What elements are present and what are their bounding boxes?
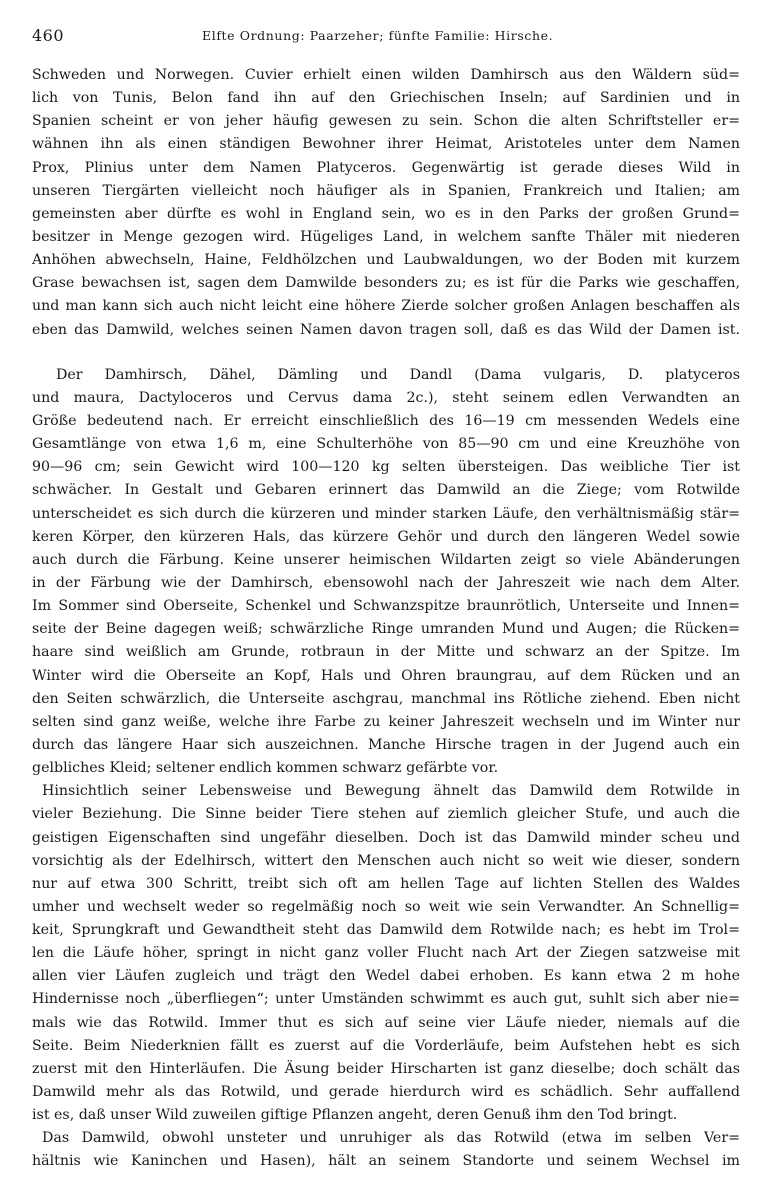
text-line: allen vier Läufen zugleich und trägt den Wedel dabei erhoben. Es kann etwa 2 m hohe [32, 968, 740, 985]
text-line: Anhöhen abwechseln, Haine, Feldhölzchen und Laubwaldungen, wo der Boden mit kurzem [32, 252, 740, 269]
text-line: wähnen ihn als einen ständigen Bewohner ihrer Heimat, Aristoteles unter dem Namen [32, 136, 740, 153]
text-line: geistigen Eigenschaften sind ungefähr dieselben. Doch ist das Damwild minder scheu und [32, 829, 740, 846]
text-line: haare sind weißlich am Grunde, rotbraun in der Mitte und schwarz an der Spitze. Im [32, 644, 740, 661]
body-text [32, 64, 740, 1174]
text-line: Winter wird die Oberseite an Kopf, Hals und Ohren braungrau, auf dem Rücken und an [32, 667, 740, 684]
text-line: den Seiten schwärzlich, die Unterseite aschgrau, manchmal ins Rötliche ziehend. Eben nicht [32, 690, 740, 707]
text-line: Prox, Plinius unter dem Namen Platyceros. Gegenwärtig ist gerade dieses Wild in [32, 159, 740, 176]
text-line: len die Läufe höher, springt in nicht ganz voller Flucht nach Art der Ziegen satzweise mit [32, 945, 740, 962]
text-line: keren Körper, den kürzeren Hals, das kürzere Gehör und durch den längeren Wedel sowie [32, 528, 740, 545]
paragraph-4 [32, 1127, 740, 1173]
text-line: schwächer. In Gestalt und Gebaren erinnert das Damwild an die Ziege; vom Rotwilde [32, 482, 740, 499]
paragraph-1 [32, 64, 740, 342]
text-line: Damwild mehr als das Rotwild, und gerade hierdurch wird es schädlich. Sehr auffallend [32, 1084, 740, 1101]
text-line: Schweden und Norwegen. Cuvier erhielt einen wilden Damhirsch aus den Wäldern süd= [32, 67, 740, 83]
text-line: Das Damwild, obwohl unsteter und unruhiger als das Rotwild (etwa im selben Ver= [42, 1130, 740, 1147]
page-header [32, 22, 740, 54]
text-line: eben das Damwild, welches seinen Namen davon tragen soll, daß es das Wild der Damen ist. [32, 321, 740, 338]
text-line: gelbliches Kleid; seltener endlich kommen schwarz gefärbte vor. [32, 760, 499, 777]
text-line: keit, Sprungkraft und Gewandtheit steht das Damwild dem Rotwilde nach; es hebt im Trol= [32, 922, 740, 939]
text-line: hältnis wie Kaninchen und Hasen), hält an seinem Standorte und seinem Wechsel im [32, 1153, 740, 1170]
text-line: Im Sommer sind Oberseite, Schenkel und Schwanzspitze braunrötlich, Unterseite und Innen= [32, 598, 740, 615]
paragraph-spacer [32, 342, 740, 364]
text-line: gemeinsten aber dürfte es wohl in England sein, wo es in den Parks der großen Grund= [32, 205, 740, 222]
text-line: und maura, Dactyloceros und Cervus dama 2c.), steht seinem edlen Verwandten an [32, 389, 740, 406]
paragraph-2 [32, 364, 740, 781]
text-line: unseren Tiergärten vielleicht noch häufiger als in Spanien, Frankreich und Italien; am [32, 182, 740, 199]
text-line: Hinsichtlich seiner Lebensweise und Bewegung ähnelt das Damwild dem Rotwilde in [42, 783, 740, 800]
text-line: auch durch die Färbung. Keine unserer heimischen Wildarten zeigt so viele Abänderungen [32, 551, 740, 568]
text-line: besitzer in Menge gezogen wird. Hügeliges Land, in welchem sanfte Thäler mit niederen [32, 228, 740, 245]
book-page [32, 22, 740, 1170]
text-line: Der Damhirsch, Dähel, Dämling und Dandl (Dama vulgaris, D. platyceros [56, 366, 740, 383]
text-line: Größe bedeutend nach. Er erreicht einschließlich des 16—19 cm messenden Wedels eine [32, 412, 740, 429]
text-line: ist es, daß unser Wild zuweilen giftige Pflanzen angeht, deren Genuß ihm den Tod bringt. [32, 1107, 678, 1124]
text-line: in der Färbung wie der Damhirsch, ebensowohl nach der Jahreszeit wie nach dem Alter. [32, 574, 740, 591]
text-line: Gesamtlänge von etwa 1,6 m, eine Schulterhöhe von 85—90 cm und eine Kreuzhöhe von [32, 436, 740, 453]
text-line: vieler Beziehung. Die Sinne beider Tiere stehen auf ziemlich gleicher Stufe, und auch die [32, 806, 740, 823]
text-line: umher und wechselt weder so regelmäßig noch so weit wie sein Verwandter. An Schnellig= [32, 898, 740, 915]
text-line: selten sind ganz weiße, welche ihre Farbe zu keiner Jahreszeit wechseln und im Winter nur [32, 713, 740, 730]
text-line: zuerst mit den Hinterläufen. Die Äsung beider Hirscharten ist ganz dieselbe; doch schält das [32, 1060, 740, 1077]
text-line: vorsichtig als der Edelhirsch, wittert den Menschen auch nicht so weit wie dieser, sondern [32, 852, 740, 869]
text-line: Grase bewachsen ist, sagen dem Damwilde besonders zu; es ist für die Parks wie geschaffen, [32, 275, 740, 292]
page-number: 460 [32, 26, 65, 45]
text-line: mals wie das Rotwild. Immer thut es sich auf seine vier Läufe nieder, niemals auf die [32, 1014, 740, 1031]
paragraph-3 [32, 780, 740, 1127]
running-head: Elfte Ordnung: Paarzeher; fünfte Familie: Hirsche. [202, 28, 554, 43]
text-line: Seite. Beim Niederknien fällt es zuerst auf die Vorderläufe, beim Aufstehen hebt es sich [32, 1037, 740, 1054]
text-line: Hindernisse noch „überfliegen“; unter Umständen schwimmt es auch gut, suhlt sich aber nie= [32, 991, 740, 1008]
text-line: seite der Beine dagegen weiß; schwärzliche Ringe umranden Mund und Augen; die Rücken= [32, 621, 740, 638]
text-line: nur auf etwa 300 Schritt, treibt sich oft am hellen Tage auf lichten Stellen des Waldes [32, 875, 740, 892]
text-line: 90—96 cm; sein Gewicht wird 100—120 kg selten übersteigen. Das weibliche Tier ist [32, 459, 740, 476]
text-line: durch das längere Haar sich auszeichnen. Manche Hirsche tragen in der Jugend auch ein [32, 736, 740, 753]
text-line: und man kann sich auch nicht leicht eine höhere Zierde solcher großen Anlagen beschaffen als [32, 298, 740, 315]
text-line: unterscheidet es sich durch die kürzeren und minder starken Läufe, den verhältnismäßig stär= [32, 505, 740, 522]
text-line: Spanien scheint er von jeher häufig gewesen zu sein. Schon die alten Schriftsteller er= [32, 113, 740, 130]
text-line: lich von Tunis, Belon fand ihn auf den Griechischen Inseln; auf Sardinien und in [32, 90, 740, 107]
